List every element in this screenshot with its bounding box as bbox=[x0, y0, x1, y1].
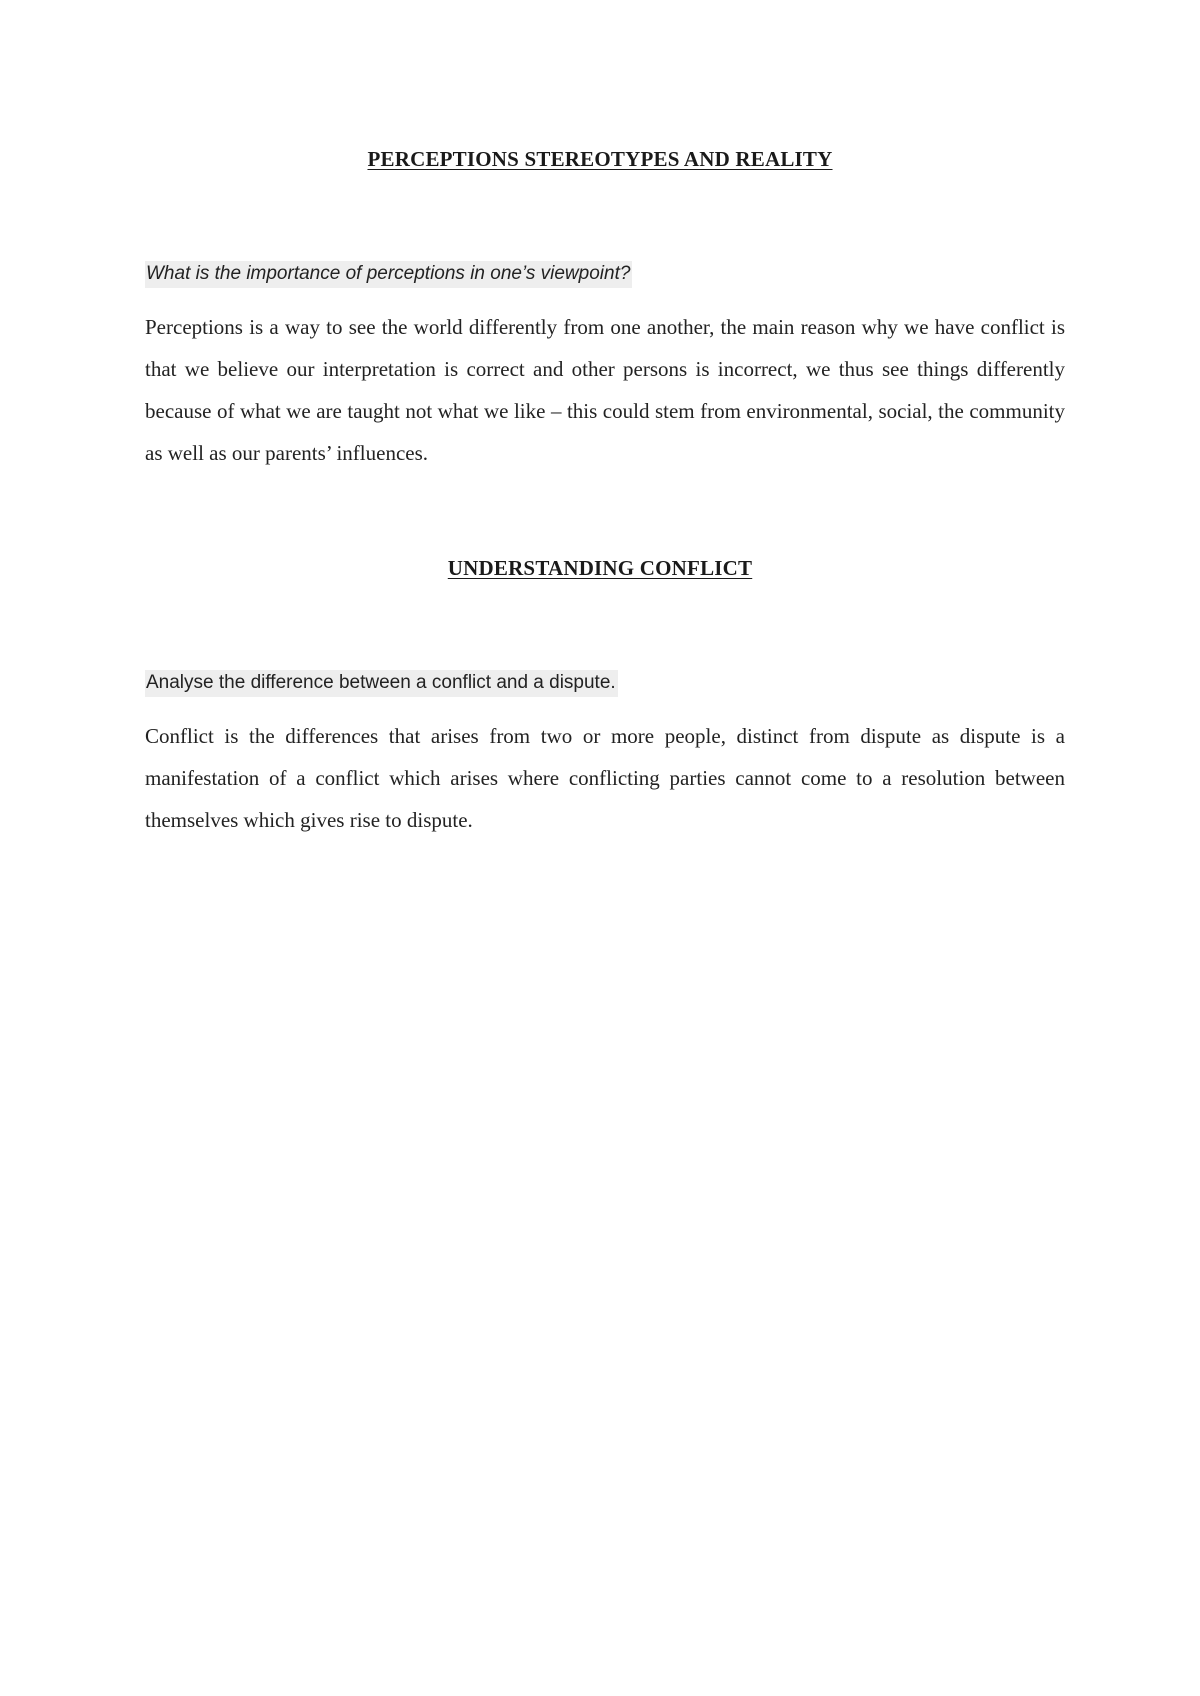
section-heading-perceptions: PERCEPTIONS STEREOTYPES AND REALITY bbox=[367, 147, 833, 171]
question-perceptions: What is the importance of perceptions in one’s viewpoint? bbox=[145, 261, 632, 288]
answer-conflict: Conflict is the differences that arises from two or more people, distinct from dispute as dispute is a manifestation of a conflict which arises where conflicting parties cannot come to a resolution between themselves which gives rise to dispute. bbox=[145, 724, 1065, 832]
answer-perceptions: Perceptions is a way to see the world differently from one another, the main reason why we have conflict is that we believe our interpretation is correct and other persons is incorrect, we thus see things differently because of what we are taught not what we like – this could stem from environmental, social, the community as well as our parents’ influences. bbox=[145, 315, 1065, 465]
section-heading-conflict: UNDERSTANDING CONFLICT bbox=[447, 556, 753, 580]
question-conflict: Analyse the difference between a conflict and a dispute. bbox=[145, 670, 618, 697]
